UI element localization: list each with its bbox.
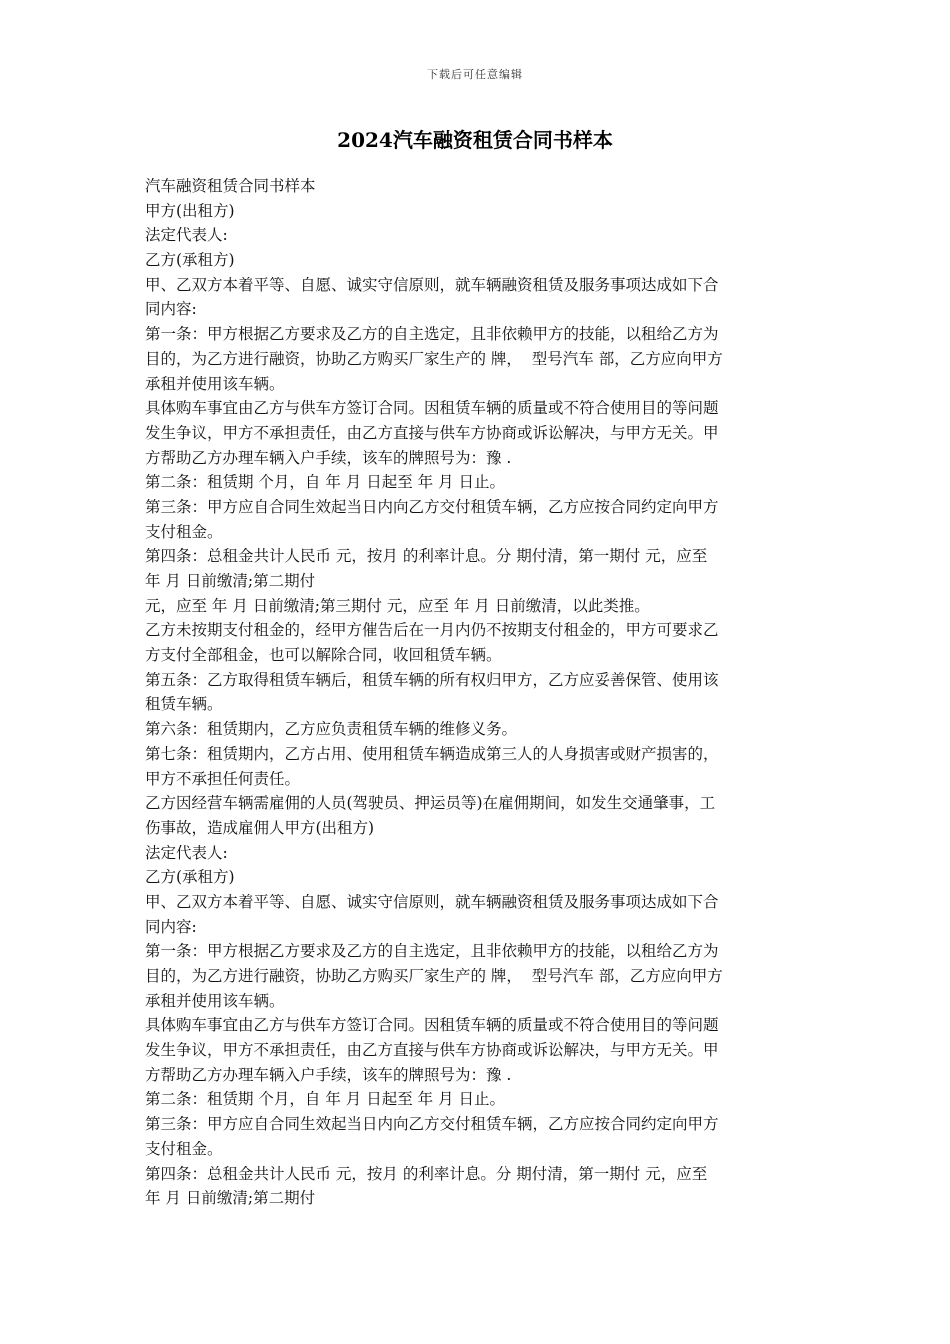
text-line: 承租并使用该车辆。 [145, 374, 285, 393]
header-note: 下载后可任意编辑 [427, 68, 523, 81]
text-line: 年 月 日前缴清;第二期付 [145, 572, 316, 590]
text-line: 甲方不承担任何责任。 [145, 769, 301, 788]
text-line: 法定代表人: [145, 226, 228, 245]
text-line: 乙方因经营车辆需雇佣的人员(驾驶员、押运员等)在雇佣期间，如发生交通肇事，工 [145, 794, 716, 813]
text-line: 第三条：甲方应自合同生效起当日内向乙方交付租赁车辆，乙方应按合同约定向甲方 [145, 497, 719, 516]
text-line: 发生争议，甲方不承担责任，由乙方直接与供车方协商或诉讼解决，与甲方无关。甲 [145, 423, 719, 442]
text-line: 发生争议，甲方不承担责任，由乙方直接与供车方协商或诉讼解决，与甲方无关。甲 [145, 1041, 719, 1060]
text-line: 同内容: [145, 917, 197, 936]
text-line: 甲、乙双方本着平等、自愿、诚实守信原则，就车辆融资租赁及服务事项达成如下合 [145, 275, 719, 294]
text-line: 第二条：租赁期 个月，自 年 月 日起至 年 月 日止。 [145, 1090, 505, 1109]
text-line: 法定代表人: [145, 843, 228, 862]
text-line: 年 月 日前缴清;第二期付 [145, 1189, 316, 1208]
text-line: 第四条：总租金共计人民币 元，按月 的利率计息。分 期付清，第一期付 元，应至 [145, 1164, 708, 1183]
text-line: 目的，为乙方进行融资，协助乙方购买厂家生产的 牌， 型号汽车 部，乙方应向甲方 [145, 967, 723, 985]
text-line: 承租并使用该车辆。 [145, 991, 285, 1010]
text-line: 元，应至 年 月 日前缴清;第三期付 元，应至 年 月 日前缴清，以此类推。 [145, 596, 650, 615]
text-line: 伤事故，造成雇佣人甲方(出租方) [145, 818, 375, 837]
document-body [145, 174, 805, 1211]
text-line: 乙方未按期支付租金的，经甲方催告后在一月内仍不按期支付租金的，甲方可要求乙 [145, 621, 719, 640]
text-line: 第四条：总租金共计人民币 元，按月 的利率计息。分 期付清，第一期付 元，应至 [145, 547, 708, 566]
text-line: 支付租金。 [145, 1139, 223, 1158]
text-line: 第二条：租赁期 个月，自 年 月 日起至 年 月 日止。 [145, 473, 505, 492]
text-line: 甲、乙双方本着平等、自愿、诚实守信原则，就车辆融资租赁及服务事项达成如下合 [145, 892, 719, 911]
text-line: 具体购车事宜由乙方与供车方签订合同。因租赁车辆的质量或不符合使用目的等问题 [145, 1016, 719, 1035]
text-line: 第三条：甲方应自合同生效起当日内向乙方交付租赁车辆，乙方应按合同约定向甲方 [145, 1115, 719, 1134]
text-line: 第一条：甲方根据乙方要求及乙方的自主选定，且非依赖甲方的技能，以租给乙方为 [145, 942, 719, 961]
text-line: 目的，为乙方进行融资，协助乙方购买厂家生产的 牌， 型号汽车 部，乙方应向甲方 [145, 349, 723, 368]
document-title: 2024汽车融资租赁合同书样本 [337, 128, 613, 152]
text-line: 乙方(承租方) [145, 868, 235, 887]
text-line: 具体购车事宜由乙方与供车方签订合同。因租赁车辆的质量或不符合使用目的等问题 [145, 399, 719, 418]
text-line: 第五条：乙方取得租赁车辆后，租赁车辆的所有权归甲方，乙方应妥善保管、使用该 [145, 670, 719, 689]
text-line: 方支付全部租金，也可以解除合同，收回租赁车辆。 [145, 646, 502, 665]
text-line: 汽车融资租赁合同书样本 [145, 177, 316, 195]
text-line: 第一条：甲方根据乙方要求及乙方的自主选定，且非依赖甲方的技能，以租给乙方为 [145, 325, 719, 344]
text-line: 乙方(承租方) [145, 251, 235, 270]
text-line: 第六条：租赁期内，乙方应负责租赁车辆的维修义务。 [145, 720, 518, 739]
text-line: 方帮助乙方办理车辆入户手续，该车的牌照号为：豫 . [145, 1065, 512, 1084]
text-line: 方帮助乙方办理车辆入户手续，该车的牌照号为：豫 . [145, 448, 512, 467]
text-line: 第七条：租赁期内，乙方占用、使用租赁车辆造成第三人的人身损害或财产损害的， [145, 744, 719, 763]
text-line: 支付租金。 [145, 522, 223, 541]
text-line: 甲方(出租方) [145, 201, 235, 220]
text-line: 同内容: [145, 300, 197, 319]
text-line: 租赁车辆。 [145, 695, 223, 714]
